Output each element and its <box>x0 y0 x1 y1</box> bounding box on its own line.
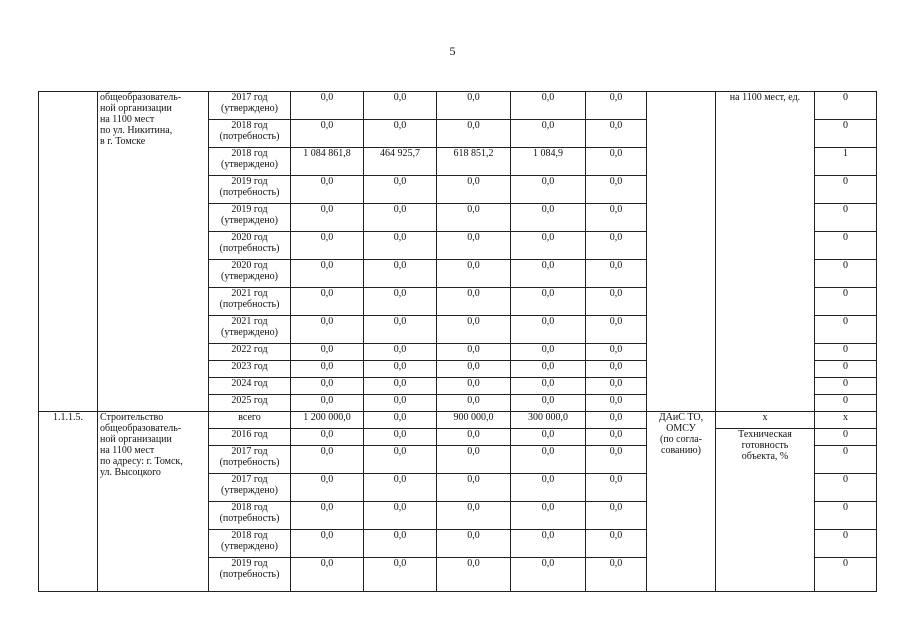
measure-name-line: по ул. Никитина, <box>100 125 173 136</box>
period-cell <box>209 92 291 120</box>
value-cell: 0,0 <box>511 288 586 316</box>
value-cell: 0,0 <box>586 148 647 176</box>
indicator-value-cell: 0 <box>815 204 877 232</box>
measure-name-line: ной организации <box>100 434 172 445</box>
value-cell: 0,0 <box>291 530 364 558</box>
indicator-name-cell: х <box>716 412 815 429</box>
value-cell: 0,0 <box>291 260 364 288</box>
period-text: (утверждено) <box>221 541 278 552</box>
value-cell: 0,0 <box>511 120 586 148</box>
value-cell: 0,0 <box>586 288 647 316</box>
value-cell: 0,0 <box>586 120 647 148</box>
period-text: 2016 год <box>231 429 268 440</box>
value-cell: 0,0 <box>291 446 364 474</box>
value-cell: 0,0 <box>437 446 511 474</box>
period-text: 2019 год <box>231 176 268 187</box>
value-cell: 0,0 <box>437 176 511 204</box>
period-text: (утверждено) <box>221 271 278 282</box>
indicator-value-cell: 0 <box>815 260 877 288</box>
value-cell: 0,0 <box>511 176 586 204</box>
period-text: (потребность) <box>219 457 280 468</box>
value-cell: 0,0 <box>364 558 437 592</box>
value-cell: 0,0 <box>437 361 511 378</box>
indicator-value-cell: 0 <box>815 316 877 344</box>
executor-line: ОМСУ <box>666 423 696 434</box>
value-cell: 900 000,0 <box>437 412 511 429</box>
measure-name-line: ной организации <box>100 103 172 114</box>
value-cell: 0,0 <box>586 204 647 232</box>
indicator-value-cell: 0 <box>815 232 877 260</box>
value-cell: 0,0 <box>364 502 437 530</box>
period-text: 2019 год <box>231 204 268 215</box>
value-cell: 0,0 <box>291 288 364 316</box>
measure-name-cell <box>98 412 209 592</box>
period-text: 2017 год <box>231 446 268 457</box>
value-cell: 0,0 <box>291 361 364 378</box>
indicator-value-cell: 0 <box>815 474 877 502</box>
period-text: (утверждено) <box>221 485 278 496</box>
indicator-name-line: готовность <box>741 440 789 451</box>
executor-line: сованию) <box>661 445 701 456</box>
value-cell: 0,0 <box>291 176 364 204</box>
period-text: 2023 год <box>231 361 268 372</box>
period-cell <box>209 474 291 502</box>
value-cell: 0,0 <box>364 395 437 412</box>
value-cell: 0,0 <box>586 361 647 378</box>
period-text: (потребность) <box>219 243 280 254</box>
period-text: 2024 год <box>231 378 268 389</box>
period-cell <box>209 316 291 344</box>
code-cell <box>39 412 98 592</box>
value-cell: 0,0 <box>364 288 437 316</box>
value-cell: 0,0 <box>364 378 437 395</box>
period-cell <box>209 176 291 204</box>
value-cell: 0,0 <box>291 204 364 232</box>
period-cell <box>209 260 291 288</box>
value-cell: 0,0 <box>511 361 586 378</box>
period-cell <box>209 412 291 429</box>
indicator-name-line: объекта, % <box>741 451 789 462</box>
period-text: 2018 год <box>231 530 268 541</box>
value-cell: 0,0 <box>586 92 647 120</box>
period-cell <box>209 288 291 316</box>
value-cell: 0,0 <box>437 530 511 558</box>
period-text: (потребность) <box>219 131 280 142</box>
indicator-value-cell: 0 <box>815 92 877 120</box>
value-cell: 0,0 <box>437 316 511 344</box>
value-cell: 0,0 <box>364 176 437 204</box>
value-cell: 0,0 <box>291 92 364 120</box>
value-cell: 0,0 <box>586 502 647 530</box>
value-cell: 0,0 <box>586 412 647 429</box>
indicator-value-cell: 0 <box>815 429 877 446</box>
measure-name-line: ул. Высоцкого <box>100 467 161 478</box>
value-cell: 0,0 <box>511 530 586 558</box>
value-cell: 0,0 <box>437 260 511 288</box>
value-cell: 0,0 <box>364 120 437 148</box>
value-cell: 0,0 <box>511 378 586 395</box>
indicator-value-cell: х <box>815 412 877 429</box>
value-cell: 0,0 <box>364 429 437 446</box>
indicator-value-cell: 1 <box>815 148 877 176</box>
table-row <box>39 412 877 429</box>
executor-line: (по согла- <box>660 434 702 445</box>
value-cell: 0,0 <box>511 92 586 120</box>
measure-name-line: по адресу: г. Томск, <box>100 456 183 467</box>
value-cell: 0,0 <box>437 378 511 395</box>
measure-name-line: общеобразователь- <box>100 92 182 103</box>
measure-name-line: на 1100 мест <box>100 445 155 456</box>
period-cell <box>209 530 291 558</box>
value-cell: 0,0 <box>586 429 647 446</box>
value-cell: 0,0 <box>511 344 586 361</box>
value-cell: 300 000,0 <box>511 412 586 429</box>
measure-name-line: в г. Томске <box>100 136 146 147</box>
measure-name-cell <box>98 92 209 412</box>
value-cell: 0,0 <box>511 395 586 412</box>
period-text: (потребность) <box>219 299 280 310</box>
indicator-value-cell: 0 <box>815 120 877 148</box>
period-text: всего <box>238 412 261 423</box>
indicator-value-cell: 0 <box>815 530 877 558</box>
page-number: 5 <box>449 44 456 58</box>
value-cell: 0,0 <box>364 232 437 260</box>
value-cell: 1 084 861,8 <box>291 148 364 176</box>
value-cell: 0,0 <box>291 232 364 260</box>
value-cell: 0,0 <box>437 120 511 148</box>
period-cell <box>209 395 291 412</box>
value-cell: 0,0 <box>511 260 586 288</box>
measure-name-line: общеобразователь- <box>100 423 182 434</box>
period-text: 2017 год <box>231 92 268 103</box>
value-cell: 0,0 <box>511 558 586 592</box>
value-cell: 0,0 <box>586 378 647 395</box>
value-cell: 0,0 <box>364 260 437 288</box>
value-cell: 0,0 <box>586 260 647 288</box>
value-cell: 0,0 <box>586 176 647 204</box>
period-text: (потребность) <box>219 187 280 198</box>
period-text: (потребность) <box>219 569 280 580</box>
value-cell: 0,0 <box>437 395 511 412</box>
indicator-name-cell <box>716 92 815 412</box>
value-cell: 0,0 <box>291 344 364 361</box>
value-cell: 0,0 <box>511 429 586 446</box>
value-cell: 0,0 <box>364 92 437 120</box>
value-cell: 0,0 <box>511 232 586 260</box>
period-text: (потребность) <box>219 513 280 524</box>
period-text: (утверждено) <box>221 327 278 338</box>
table-row <box>39 92 877 120</box>
period-text: 2020 год <box>231 232 268 243</box>
value-cell: 0,0 <box>511 446 586 474</box>
indicator-value-cell: 0 <box>815 361 877 378</box>
value-cell: 0,0 <box>511 502 586 530</box>
value-cell: 0,0 <box>291 120 364 148</box>
value-cell: 0,0 <box>586 316 647 344</box>
value-cell: 0,0 <box>364 344 437 361</box>
period-text: 2025 год <box>231 395 268 406</box>
indicator-value-cell: 0 <box>815 176 877 204</box>
value-cell: 464 925,7 <box>364 148 437 176</box>
period-text: 2021 год <box>231 288 268 299</box>
period-cell <box>209 429 291 446</box>
indicator-name-line: Техническая <box>738 429 792 440</box>
period-cell <box>209 378 291 395</box>
value-cell: 0,0 <box>511 204 586 232</box>
value-cell: 0,0 <box>586 530 647 558</box>
value-cell: 0,0 <box>586 395 647 412</box>
period-text: 2020 год <box>231 260 268 271</box>
period-cell <box>209 361 291 378</box>
value-cell: 0,0 <box>437 558 511 592</box>
period-cell <box>209 446 291 474</box>
period-text: (утверждено) <box>221 159 278 170</box>
indicator-value-cell: 0 <box>815 395 877 412</box>
value-cell: 0,0 <box>511 474 586 502</box>
indicator-name-cell <box>716 429 815 592</box>
value-cell: 0,0 <box>291 502 364 530</box>
value-cell: 0,0 <box>437 502 511 530</box>
executor-line: ДАиС ТО, <box>658 412 704 423</box>
value-cell: 0,0 <box>437 429 511 446</box>
period-cell <box>209 204 291 232</box>
value-cell: 618 851,2 <box>437 148 511 176</box>
period-text: (утверждено) <box>221 215 278 226</box>
period-cell <box>209 232 291 260</box>
indicator-value-cell: 0 <box>815 344 877 361</box>
value-cell: 0,0 <box>364 446 437 474</box>
indicator-value-cell: 0 <box>815 502 877 530</box>
period-text: 2017 год <box>231 474 268 485</box>
value-cell: 0,0 <box>586 474 647 502</box>
value-cell: 0,0 <box>364 361 437 378</box>
value-cell: 1 084,9 <box>511 148 586 176</box>
value-cell: 1 200 000,0 <box>291 412 364 429</box>
indicator-value-cell: 0 <box>815 288 877 316</box>
value-cell: 0,0 <box>291 378 364 395</box>
value-cell: 0,0 <box>364 530 437 558</box>
period-cell <box>209 344 291 361</box>
value-cell: 0,0 <box>586 558 647 592</box>
period-text: 2019 год <box>231 558 268 569</box>
indicator-value-cell: 0 <box>815 558 877 592</box>
value-cell: 0,0 <box>291 395 364 412</box>
value-cell: 0,0 <box>291 474 364 502</box>
measure-name-line: на 1100 мест <box>100 114 155 125</box>
executor-cell <box>647 412 716 592</box>
period-cell <box>209 120 291 148</box>
period-text: 2021 год <box>231 316 268 327</box>
value-cell: 0,0 <box>364 474 437 502</box>
value-cell: 0,0 <box>364 316 437 344</box>
period-text: 2018 год <box>231 120 268 131</box>
value-cell: 0,0 <box>437 232 511 260</box>
period-text: 2018 год <box>231 148 268 159</box>
period-text: 2022 год <box>231 344 268 355</box>
measure-name-line: Строительство <box>100 412 164 423</box>
value-cell: 0,0 <box>437 288 511 316</box>
value-cell: 0,0 <box>437 92 511 120</box>
indicator-value-cell: 0 <box>815 446 877 474</box>
executor-cell <box>647 92 716 412</box>
period-cell <box>209 558 291 592</box>
period-text: 2018 год <box>231 502 268 513</box>
code-cell <box>39 92 98 412</box>
value-cell: 0,0 <box>291 558 364 592</box>
value-cell: 0,0 <box>586 232 647 260</box>
measure-code: 1.1.1.5. <box>53 412 83 423</box>
value-cell: 0,0 <box>364 204 437 232</box>
program-table <box>38 91 877 592</box>
value-cell: 0,0 <box>586 344 647 361</box>
value-cell: 0,0 <box>437 344 511 361</box>
period-cell <box>209 502 291 530</box>
value-cell: 0,0 <box>586 446 647 474</box>
period-cell <box>209 148 291 176</box>
value-cell: 0,0 <box>364 412 437 429</box>
value-cell: 0,0 <box>291 316 364 344</box>
period-text: (утверждено) <box>221 103 278 114</box>
value-cell: 0,0 <box>437 204 511 232</box>
value-cell: 0,0 <box>437 474 511 502</box>
value-cell: 0,0 <box>511 316 586 344</box>
indicator-name-text: на 1100 мест, ед. <box>729 92 801 103</box>
value-cell: 0,0 <box>291 429 364 446</box>
indicator-value-cell: 0 <box>815 378 877 395</box>
